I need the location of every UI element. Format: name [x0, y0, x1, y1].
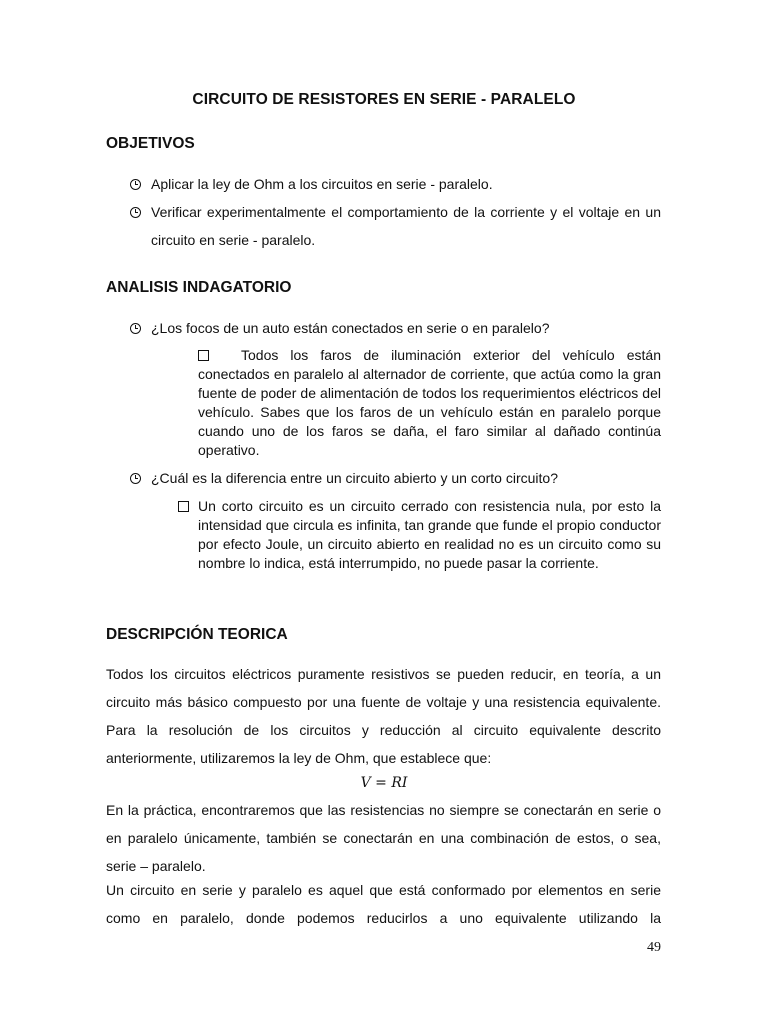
clock-bullet-icon: [130, 207, 141, 218]
descripcion-paragraph-2: En la práctica, encontraremos que las resistencias no siempre se conectarán en serie o en paralelo únicamente, también se conectarán en una combinación de estos, o sea, serie – paralelo.: [106, 802, 661, 874]
clock-bullet-icon: [130, 179, 141, 190]
objetivo-item-2: Verificar experimentalmente el comportamiento de la corriente y el voltaje en un circuito en serie - paralelo.: [151, 204, 661, 248]
descripcion-paragraph-3: Un circuito en serie y paralelo es aquel que está conformado por elementos en serie como en paralelo, donde podemos reducirlos a uno equivalente utilizando la: [106, 882, 661, 926]
question-1: ¿Los focos de un auto están conectados en serie o en paralelo?: [151, 320, 550, 336]
page-number: 49: [647, 940, 661, 955]
question-2: ¿Cuál es la diferencia entre un circuito abierto y un corto circuito?: [151, 470, 558, 486]
answer-1: Todos los faros de iluminación exterior del vehículo están conectados en paralelo al alternador de corriente, que actúa como la gran fuente de poder de alimentación de todos los requerimientos eléctricos del vehículo. Sabes que los faros de un vehículo están en paralelo porque cuando uno de los faros se daña, el faro similar al dañado continúa operativo.: [198, 347, 661, 458]
answer-2: Un corto circuito es un circuito cerrado con resistencia nula, por esto la intensidad que circula es infinita, tan grande que funde el propio conductor por efecto Joule, un circuito abierto en realidad no es un circuito como su nombre lo indica, está interrumpido, no puede pasar la corriente.: [198, 498, 661, 571]
objetivo-item-1: Aplicar la ley de Ohm a los circuitos en serie - paralelo.: [151, 176, 493, 192]
analisis-heading: ANALISIS INDAGATORIO: [106, 279, 292, 296]
ohm-law-formula: V = RI: [360, 775, 408, 791]
clock-bullet-icon: [130, 473, 141, 484]
descripcion-paragraph-1: Todos los circuitos eléctricos puramente resistivos se pueden reducir, en teoría, a un circuito más básico compuesto por una fuente de voltaje y una resistencia equivalente. Para la resolución de los circuitos y reducción al circuito equivalente descrito anteriormente, utilizaremos la ley de Ohm, que establece que:: [106, 666, 661, 766]
page-title: CIRCUITO DE RESISTORES EN SERIE - PARALELO: [192, 91, 576, 108]
clock-bullet-icon: [130, 323, 141, 334]
objetivos-heading: OBJETIVOS: [106, 135, 195, 152]
descripcion-heading: DESCRIPCIÓN TEORICA: [106, 626, 288, 643]
checkbox-bullet-icon: [178, 501, 189, 512]
